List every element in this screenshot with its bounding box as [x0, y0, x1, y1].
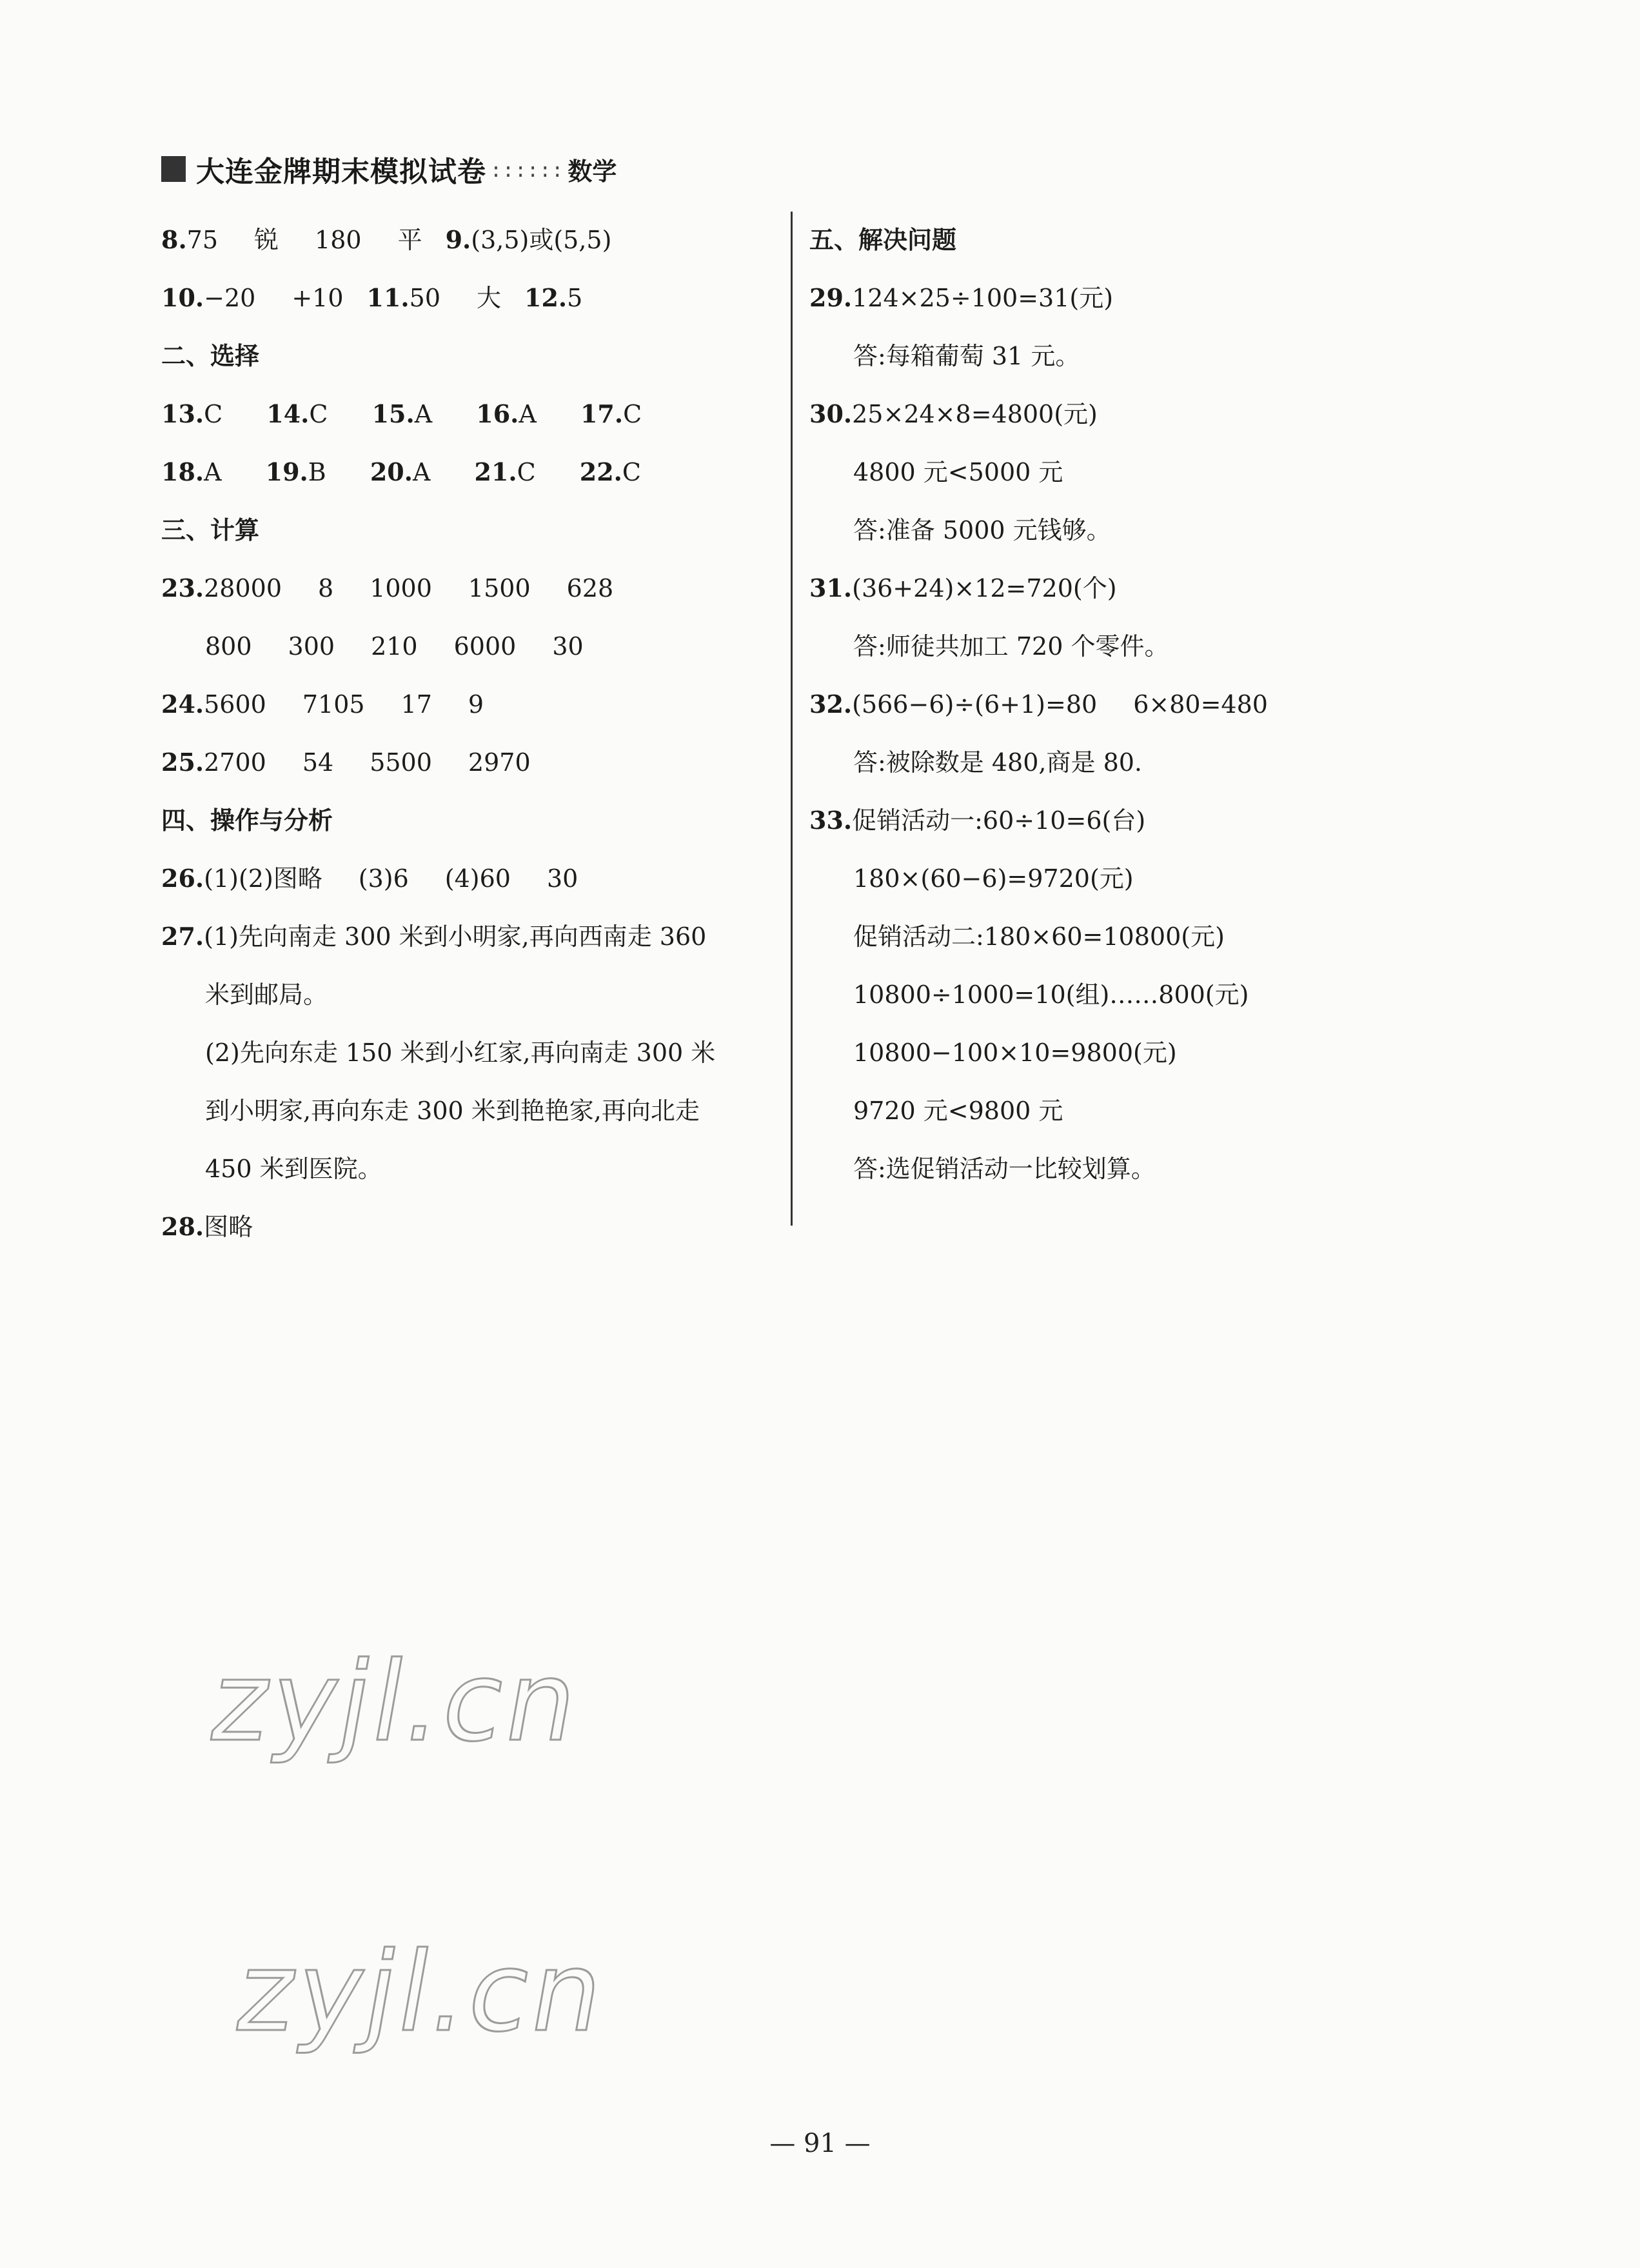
answer: C — [622, 458, 641, 486]
answer-line-23-cont — [161, 617, 780, 675]
answer: (1)(2)图略 — [204, 864, 322, 893]
q-number: 28. — [161, 1212, 204, 1241]
answer: (566−6)÷(6+1)=80 — [852, 690, 1098, 719]
answer-line-33-cont2: 促销活动二:180×60=10800(元) — [853, 922, 1225, 951]
q-number: 24. — [161, 690, 204, 719]
q-number: 8. — [161, 225, 187, 254]
answer-line-27-cont4: 450 米到医院。 — [205, 1155, 382, 1183]
header-dots: :::::: — [490, 159, 564, 182]
answer-line-33-cont5: 9720 元<9800 元 — [853, 1097, 1063, 1125]
page-number: — 91 — — [769, 2129, 871, 2158]
answer: 锐 — [254, 226, 279, 254]
answer-line-30-ans: 答:准备 5000 元钱够。 — [853, 516, 1111, 544]
answer: 平 — [397, 226, 422, 254]
answer-line-30-compare: 4800 元<5000 元 — [853, 458, 1063, 486]
answer: −20 — [204, 284, 256, 312]
q-number: 33. — [809, 806, 853, 835]
q-number: 16. — [476, 399, 519, 428]
q-number: 23. — [161, 573, 204, 602]
header-subject: 数学 — [568, 157, 617, 186]
answer: C — [309, 400, 328, 428]
q-number: 32. — [809, 690, 853, 719]
answer: 75 — [186, 226, 219, 254]
answer-line-18-22 — [161, 443, 780, 501]
answer-line-33-cont3: 10800÷1000=10(组)……800(元) — [853, 980, 1249, 1009]
q-number: 17. — [580, 399, 624, 428]
answer: A — [412, 458, 431, 486]
answer: +10 — [291, 284, 344, 312]
answer: C — [204, 400, 223, 428]
answer: 124×25÷100=31(元) — [852, 284, 1114, 312]
answer: 2700 — [204, 748, 266, 777]
answer-line-32 — [809, 675, 1487, 733]
answer: 5600 — [204, 690, 266, 719]
answer: C — [623, 400, 642, 428]
q-number: 26. — [161, 864, 204, 893]
answer: A — [519, 400, 537, 428]
q-number: 25. — [161, 748, 204, 777]
q-number: 20. — [370, 457, 413, 486]
answer: B — [308, 458, 326, 486]
answer: (3)6 — [358, 864, 409, 893]
q-number: 27. — [161, 922, 204, 951]
header-title: 大连金牌期末模拟试卷 — [196, 155, 486, 188]
answer-line-33 — [809, 791, 1487, 850]
q-number: 19. — [265, 457, 308, 486]
q-number: 12. — [524, 283, 568, 312]
section-heading-problems: 五、解决问题 — [809, 226, 957, 254]
answer-line-33-cont4: 10800−100×10=9800(元) — [853, 1039, 1177, 1067]
q-number: 31. — [809, 573, 853, 602]
answer: (1)先向南走 300 米到小明家,再向西南走 360 — [204, 922, 707, 951]
answer: 30 — [546, 864, 578, 893]
answer: 800 — [205, 632, 252, 661]
answer: 9 — [468, 690, 484, 719]
answer: (3,5)或(5,5) — [471, 226, 612, 254]
answer-line-33-cont1: 180×(60−6)=9720(元) — [853, 864, 1134, 893]
answer-line-23 — [161, 559, 780, 617]
answer: 50 — [409, 284, 441, 312]
q-number: 15. — [371, 399, 415, 428]
answer: (36+24)×12=720(个) — [852, 574, 1117, 602]
answer: 300 — [288, 632, 335, 661]
answer: 6000 — [453, 632, 517, 661]
answer-line-31-ans: 答:师徒共加工 720 个零件。 — [853, 632, 1169, 661]
answer: A — [414, 400, 433, 428]
answer-line-27-cont1: 米到邮局。 — [205, 980, 328, 1009]
q-number: 30. — [809, 399, 853, 428]
answer-line-24 — [161, 675, 780, 733]
answer-line-30 — [809, 385, 1487, 443]
answer: 5 — [567, 284, 583, 312]
answer-line-8-9 — [161, 211, 780, 269]
q-number: 14. — [266, 399, 310, 428]
q-number: 22. — [579, 457, 622, 486]
answer-line-27 — [161, 908, 780, 966]
answer: (4)60 — [444, 864, 511, 893]
answer-line-26 — [161, 850, 780, 908]
answer: 1500 — [468, 574, 531, 602]
answer: 5500 — [370, 748, 432, 777]
section-heading-operation: 四、操作与分析 — [161, 806, 333, 835]
answer-line-27-cont3: 到小明家,再向东走 300 米到艳艳家,再向北走 — [205, 1097, 700, 1125]
right-column — [809, 211, 1487, 1198]
watermark: zyjl.cn — [201, 1638, 591, 1766]
header-square-icon — [161, 156, 186, 182]
q-number: 10. — [161, 283, 204, 312]
answer: C — [517, 458, 536, 486]
answer: 210 — [371, 632, 418, 661]
watermark: zyjl.cn — [227, 1929, 617, 2056]
q-number: 29. — [809, 283, 853, 312]
answer: 6×80=480 — [1133, 690, 1268, 719]
q-number: 18. — [161, 457, 204, 486]
q-number: 11. — [366, 283, 410, 312]
answer: 促销活动一:60÷10=6(台) — [852, 806, 1146, 835]
answer: A — [204, 458, 222, 486]
answer-line-29-ans: 答:每箱葡萄 31 元。 — [853, 342, 1080, 370]
answer: 28000 — [204, 574, 282, 602]
answer-line-32-ans: 答:被除数是 480,商是 80. — [853, 748, 1143, 777]
section-heading-choice: 二、选择 — [161, 342, 260, 370]
q-number: 13. — [161, 399, 204, 428]
left-column — [161, 211, 780, 1256]
answer-line-28 — [161, 1198, 780, 1256]
answer: 1000 — [370, 574, 432, 602]
column-divider — [791, 212, 793, 1226]
answer: 30 — [552, 632, 584, 661]
answer-line-25 — [161, 733, 780, 791]
answer: 8 — [318, 574, 334, 602]
answer-line-31 — [809, 559, 1487, 617]
answer-line-27-cont2: (2)先向东走 150 米到小红家,再向南走 300 米 — [205, 1039, 716, 1067]
answer: 54 — [302, 748, 334, 777]
answer: 17 — [400, 690, 432, 719]
answer: 628 — [566, 574, 614, 602]
answer: 2970 — [468, 748, 531, 777]
q-number: 9. — [445, 225, 471, 254]
answer: 180 — [315, 226, 362, 254]
answer: 25×24×8=4800(元) — [852, 400, 1098, 428]
answer-line-33-ans: 答:选促销活动一比较划算。 — [853, 1155, 1156, 1183]
section-heading-calculation: 三、计算 — [161, 516, 260, 544]
q-number: 21. — [474, 457, 517, 486]
answer-line-10-12 — [161, 269, 780, 327]
answer: 大 — [477, 284, 502, 312]
answer-line-29 — [809, 269, 1487, 327]
answer-line-13-17 — [161, 385, 780, 443]
answer: 7105 — [302, 690, 365, 719]
page-header — [161, 143, 617, 195]
answer: 图略 — [204, 1213, 253, 1241]
